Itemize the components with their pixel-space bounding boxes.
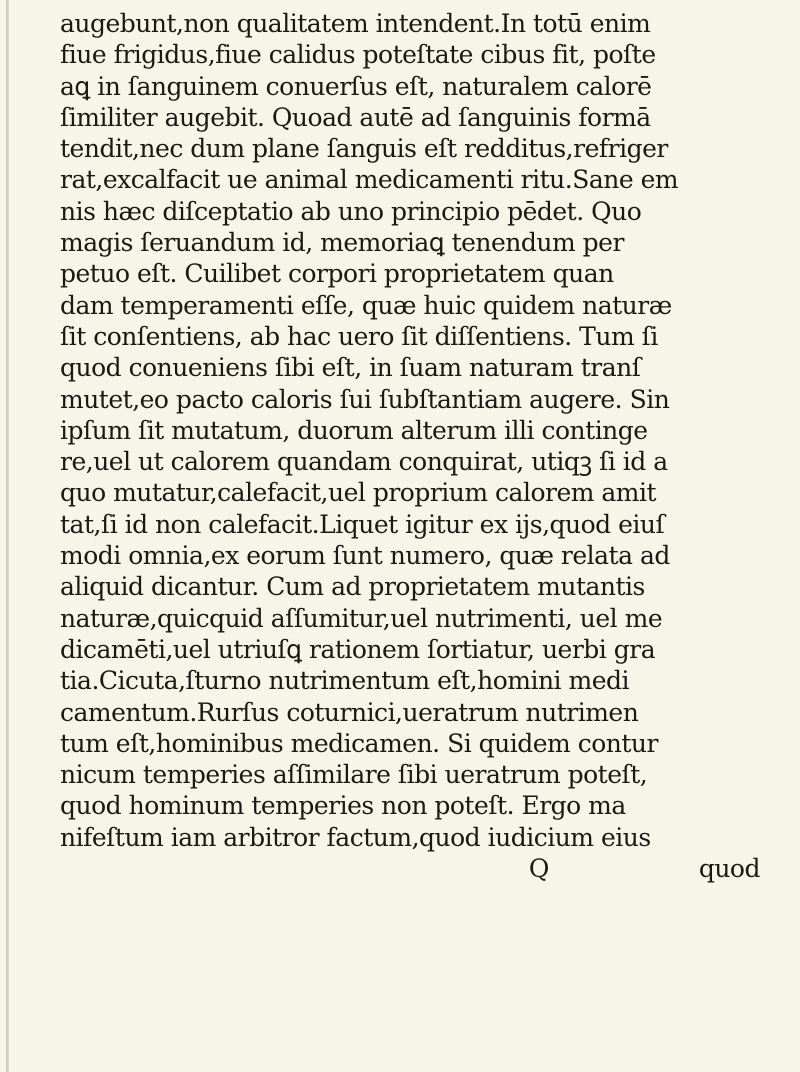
text-line: tum eſt,hominibus medicamen. Si quidem contur [60, 728, 658, 758]
text-line: ſit conſentiens, ab hac uero ſit diſſentiens. Tum ſi [60, 321, 658, 351]
signature-mark: Q [528, 854, 549, 884]
text-line: modi omnia,ex eorum ſunt numero, quæ relata ad [60, 541, 670, 571]
page-gutter-edge [6, 0, 9, 1072]
text-line: nifeſtum iam arbitror factum,quod iudicium eius [60, 822, 651, 852]
text-line: tia.Cicuta,ſturno nutrimentum eſt,homini medi [60, 666, 630, 696]
text-line: quod conueniens ſibi eſt, in ſuam naturam tranſ [60, 353, 641, 383]
text-line: tat,ſi id non calefacit.Liquet igitur ex ijs,quod eiuſ [60, 509, 665, 539]
text-line: camentum.Rurſus coturnici,ueratrum nutrimen [60, 697, 639, 727]
text-line: aliquid dicantur. Cum ad proprietatem mutantis [60, 572, 645, 602]
text-line: nicum temperies aſſimilare ſibi ueratrum poteſt, [60, 760, 648, 790]
text-line: ſimiliter augebit. Quoad autē ad ſanguinis formā [60, 102, 651, 132]
text-line: nis hæc diſceptatio ab uno principio pēdet. Quo [60, 196, 642, 226]
text-line: naturæ,quicquid aſſumitur,uel nutrimenti, uel me [60, 603, 663, 633]
catchword: quod [698, 854, 760, 884]
text-line: re,uel ut calorem quandam conquirat, utiqꝫ ſi id a [60, 447, 668, 477]
text-line: quod hominum temperies non poteſt. Ergo ma [60, 791, 626, 821]
text-line: ipſum ſit mutatum, duorum alterum illi continge [60, 415, 648, 445]
text-line: dicamēti,uel utriuſꝗ rationem ſortiatur, uerbi gra [60, 634, 656, 664]
text-line: mutet,eo pacto caloris ſui ſubſtantiam augere. Sin [60, 384, 670, 414]
text-line: fiue frigidus,fiue calidus poteſtate cibus fit, poſte [60, 40, 656, 70]
text-line: dam temperamenti eſſe, quæ huic quidem naturæ [60, 290, 672, 320]
text-line: aꝗ in ſanguinem conuerſus eſt, naturalem calorē [60, 71, 652, 101]
text-line: petuo eſt. Cuilibet corpori proprietatem quan [60, 259, 614, 289]
latin-text-block [60, 8, 760, 884]
text-line: rat,excalfacit ue animal medicamenti ritu.Sane em [60, 165, 679, 195]
text-line: magis ſeruandum id, memoriaꝗ tenendum per [60, 228, 624, 258]
text-line: augebunt,non qualitatem intendent.In totū enim [60, 9, 651, 38]
text-line: tendit,nec dum plane ſanguis eſt redditus,refriger [60, 134, 668, 164]
text-line: quo mutatur,calefacit,uel proprium calorem amit [60, 478, 657, 508]
catchword-line [60, 853, 760, 884]
